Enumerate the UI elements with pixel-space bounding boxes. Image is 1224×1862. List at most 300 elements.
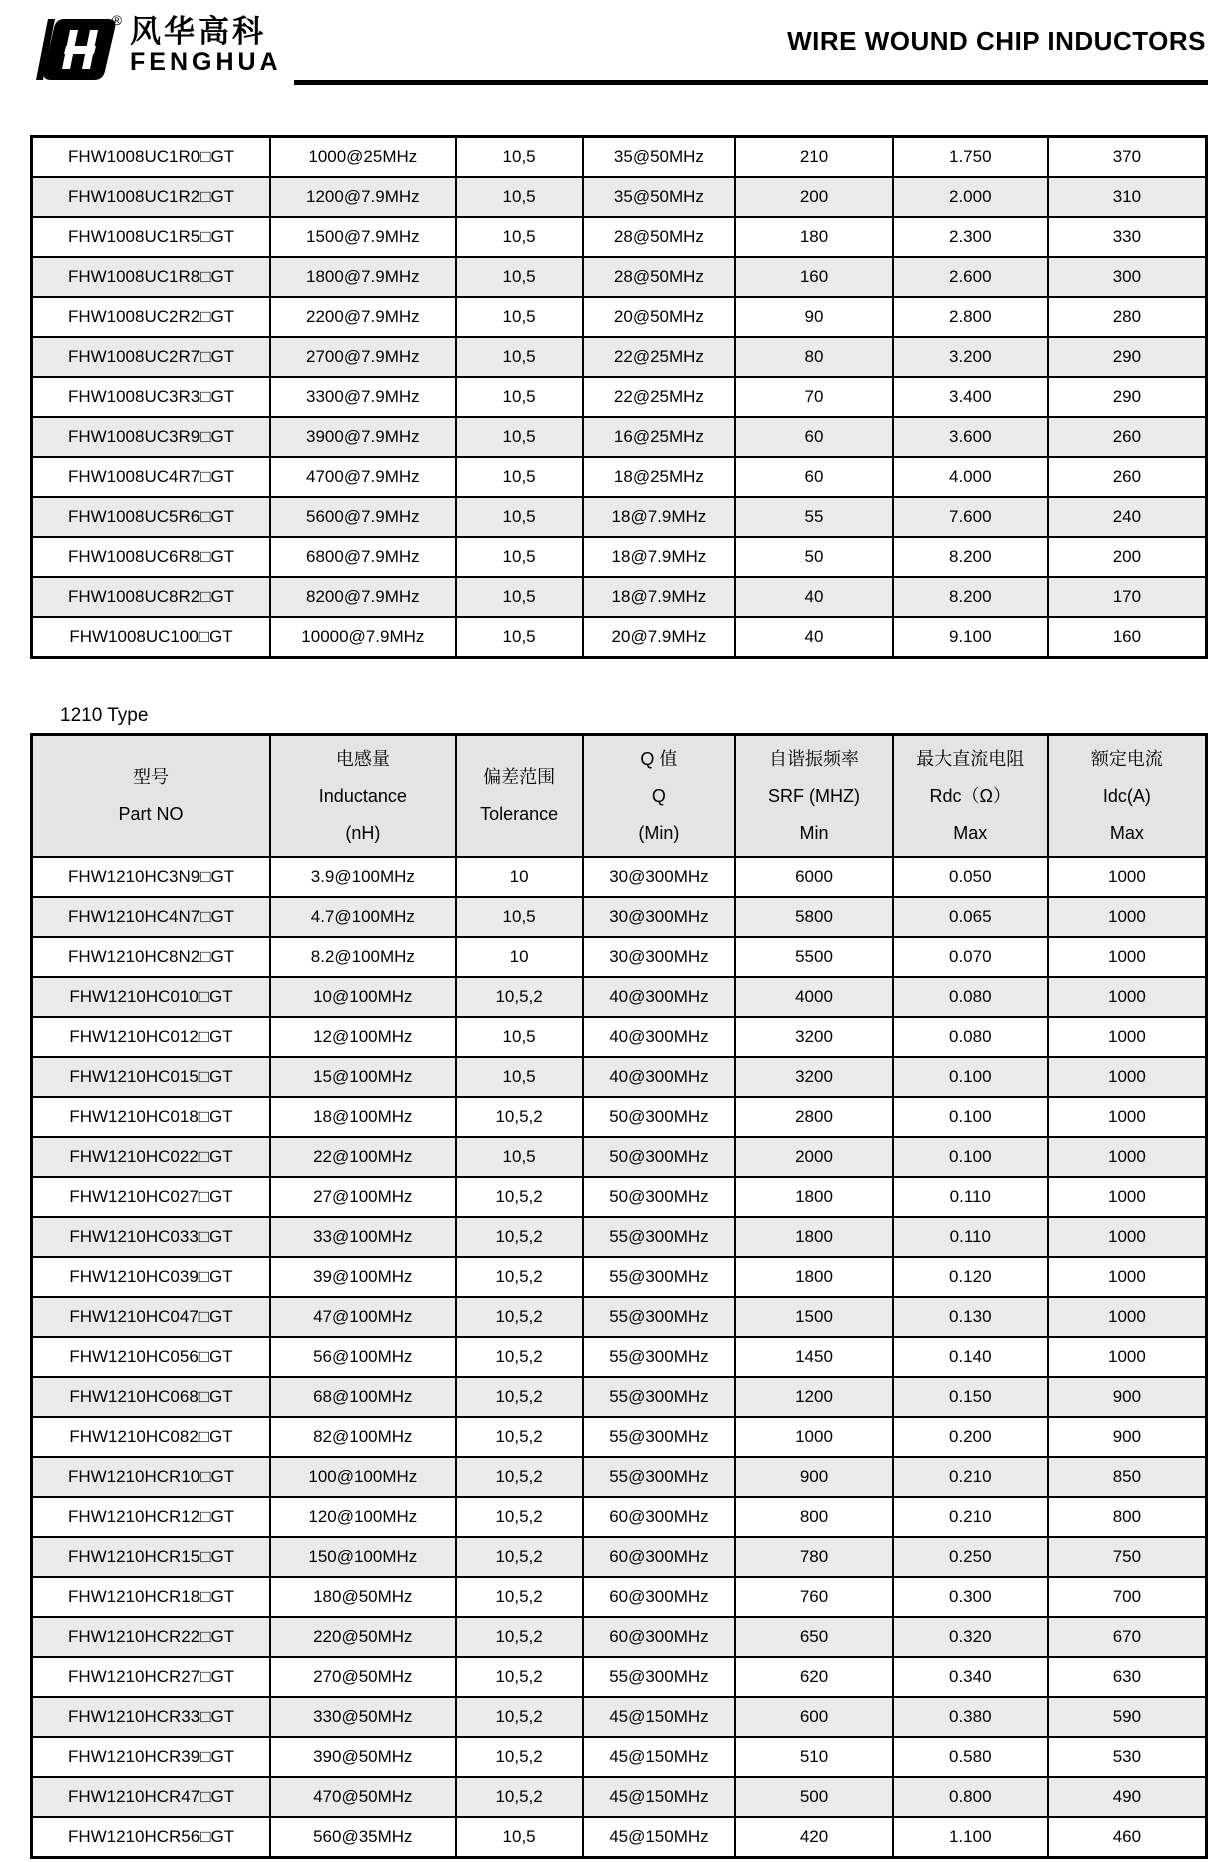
table-cell: 60@300MHz [583,1617,736,1657]
table-cell: FHW1008UC100□GT [32,617,271,658]
table-row [32,1417,1207,1457]
table-cell: FHW1008UC1R5□GT [32,217,271,257]
table-cell: 1.100 [893,1817,1048,1858]
table-cell: 10000@7.9MHz [270,617,456,658]
table-row [32,257,1207,297]
table-cell: 0.140 [893,1337,1048,1377]
table-cell: 45@150MHz [583,1737,736,1777]
table-cell: 3.400 [893,377,1048,417]
table-cell: FHW1008UC3R3□GT [32,377,271,417]
table-cell: 0.065 [893,897,1048,937]
table-row [32,1097,1207,1137]
table-cell: 2800 [735,1097,892,1137]
table-cell: 45@150MHz [583,1697,736,1737]
table-cell: FHW1210HCR56□GT [32,1817,271,1858]
table-cell: 12@100MHz [270,1017,456,1057]
table-cell: 16@25MHz [583,417,736,457]
table-1210-header [32,735,1207,858]
table-row [32,457,1207,497]
table-cell: FHW1210HC082□GT [32,1417,271,1457]
table-cell: 10,5,2 [456,1217,583,1257]
table-cell: 760 [735,1577,892,1617]
table-cell: 750 [1048,1537,1207,1577]
table-cell: 0.120 [893,1257,1048,1297]
table-cell: FHW1008UC1R0□GT [32,137,271,178]
table-cell: 10,5,2 [456,1257,583,1297]
table-cell: FHW1210HC022□GT [32,1137,271,1177]
table-cell: FHW1008UC1R2□GT [32,177,271,217]
table-row [32,617,1207,658]
table-cell: FHW1210HC018□GT [32,1097,271,1137]
column-header-line: Q [651,785,666,806]
table-row [32,897,1207,937]
column-header-line: 自谐振频率 [769,748,860,769]
table-cell: 560@35MHz [270,1817,456,1858]
table-cell: 50@300MHz [583,1137,736,1177]
table-cell: 10,5,2 [456,1297,583,1337]
table-cell: 1000 [1048,1177,1207,1217]
table-cell: 70 [735,377,892,417]
column-header-line: Q 值 [640,748,678,769]
table-cell: 40@300MHz [583,1057,736,1097]
table-cell: FHW1210HC047□GT [32,1297,271,1337]
table-cell: 220@50MHz [270,1617,456,1657]
column-header-line: Inductance [318,785,407,806]
table-cell: 3200 [735,1017,892,1057]
table-cell: 10,5 [456,257,583,297]
table-cell: 200 [1048,537,1207,577]
table-cell: FHW1210HCR15□GT [32,1537,271,1577]
table-cell: 2200@7.9MHz [270,297,456,337]
table-row [32,1377,1207,1417]
column-header [893,735,1048,858]
table-cell: 0.380 [893,1697,1048,1737]
table-cell: 150@100MHz [270,1537,456,1577]
table-cell: 260 [1048,417,1207,457]
table-cell: 10,5 [456,897,583,937]
table-row [32,1817,1207,1858]
column-header-line: (nH) [345,822,381,843]
page-title: WIRE WOUND CHIP INDUCTORS [787,26,1206,56]
table-cell: 1800 [735,1257,892,1297]
table-cell: 1000 [1048,1217,1207,1257]
column-header-line: 型号 [133,767,169,787]
table-cell: 330@50MHz [270,1697,456,1737]
table-cell: 0.100 [893,1137,1048,1177]
table-cell: 310 [1048,177,1207,217]
table-cell: 780 [735,1537,892,1577]
table-cell: 10,5 [456,297,583,337]
table-cell: 2.000 [893,177,1048,217]
table-cell: FHW1210HC3N9□GT [32,857,271,897]
table-cell: 8200@7.9MHz [270,577,456,617]
table-cell: 2700@7.9MHz [270,337,456,377]
table-cell: 3900@7.9MHz [270,417,456,457]
table-cell: 240 [1048,497,1207,537]
table-cell: 10,5,2 [456,1457,583,1497]
table-cell: 40@300MHz [583,1017,736,1057]
column-header-line: Rdc（Ω） [929,785,1012,806]
table-cell: 5500 [735,937,892,977]
table-cell: 10,5 [456,497,583,537]
table-cell: 6800@7.9MHz [270,537,456,577]
table-cell: 60 [735,457,892,497]
table-row [32,857,1207,897]
table-cell: 55@300MHz [583,1377,736,1417]
table-cell: 510 [735,1737,892,1777]
table-cell: FHW1210HCR22□GT [32,1617,271,1657]
table-row [32,297,1207,337]
table-cell: 0.150 [893,1377,1048,1417]
table-cell: 10,5,2 [456,1337,583,1377]
table-cell: 55@300MHz [583,1297,736,1337]
table-cell: 0.210 [893,1457,1048,1497]
table-cell: FHW1210HC033□GT [32,1217,271,1257]
table-cell: 10,5 [456,1017,583,1057]
table-cell: 1000 [1048,1097,1207,1137]
table-cell: 500 [735,1777,892,1817]
table-cell: 330 [1048,217,1207,257]
table-cell: 4000 [735,977,892,1017]
table-cell: 55@300MHz [583,1257,736,1297]
table-cell: 1500@7.9MHz [270,217,456,257]
table-cell: 900 [1048,1377,1207,1417]
table-cell: 28@50MHz [583,217,736,257]
table-row [32,1657,1207,1697]
table-cell: 630 [1048,1657,1207,1697]
table-cell: 0.080 [893,1017,1048,1057]
table-cell: 10,5,2 [456,1177,583,1217]
table-cell: 30@300MHz [583,937,736,977]
table-1008-specs [30,135,1208,659]
column-header-line: 电感量 [335,748,390,769]
table-cell: 590 [1048,1697,1207,1737]
table-row [32,417,1207,457]
table-cell: 460 [1048,1817,1207,1858]
table-cell: 800 [735,1497,892,1537]
table-cell: 390@50MHz [270,1737,456,1777]
table-row [32,1217,1207,1257]
table-row [32,337,1207,377]
table-cell: 1800 [735,1217,892,1257]
table-cell: 3.600 [893,417,1048,457]
table-cell: 55@300MHz [583,1337,736,1377]
table-cell: 700 [1048,1577,1207,1617]
column-header [32,735,271,858]
table-cell: 0.340 [893,1657,1048,1697]
table-cell: 200 [735,177,892,217]
table-cell: 900 [1048,1417,1207,1457]
column-header-line: 额定电流 [1090,748,1163,769]
table-cell: 900 [735,1457,892,1497]
table-cell: 6000 [735,857,892,897]
table-row [32,177,1207,217]
table-row [32,1257,1207,1297]
table-cell: 180@50MHz [270,1577,456,1617]
table-row [32,577,1207,617]
table-cell: 120@100MHz [270,1497,456,1537]
logo-english-name: FENGHUA [130,48,282,76]
table-cell: 20@50MHz [583,297,736,337]
table-row [32,977,1207,1017]
table-cell: 0.800 [893,1777,1048,1817]
fenghua-logo [28,14,282,86]
table-cell: 15@100MHz [270,1057,456,1097]
table-cell: 55 [735,497,892,537]
table-cell: 39@100MHz [270,1257,456,1297]
table-row [32,1737,1207,1777]
table-cell: 0.200 [893,1417,1048,1457]
table-cell: 0.210 [893,1497,1048,1537]
table-cell: 300 [1048,257,1207,297]
table-cell: 20@7.9MHz [583,617,736,658]
table-cell: 1000 [1048,1017,1207,1057]
table-cell: 1000 [1048,977,1207,1017]
table-cell: FHW1210HC039□GT [32,1257,271,1297]
table-cell: 8.200 [893,537,1048,577]
table-cell: 0.080 [893,977,1048,1017]
table-cell: FHW1210HCR39□GT [32,1737,271,1777]
table-cell: 40 [735,617,892,658]
table-cell: 1450 [735,1337,892,1377]
table-cell: 10,5 [456,537,583,577]
table-cell: FHW1008UC8R2□GT [32,577,271,617]
table-cell: 370 [1048,137,1207,178]
table-cell: 2.300 [893,217,1048,257]
logo-chinese-name: 风华高科 [130,14,266,49]
table-cell: 280 [1048,297,1207,337]
table-cell: 10,5,2 [456,1617,583,1657]
table-cell: 270@50MHz [270,1657,456,1697]
table-cell: 10 [456,857,583,897]
table-cell: 160 [1048,617,1207,658]
table-cell: 800 [1048,1497,1207,1537]
table-cell: 10,5 [456,377,583,417]
table-cell: FHW1008UC6R8□GT [32,537,271,577]
table-cell: 1000 [1048,1297,1207,1337]
table-cell: 620 [735,1657,892,1697]
table-cell: 2.600 [893,257,1048,297]
table-cell: 55@300MHz [583,1657,736,1697]
table-row [32,537,1207,577]
table-cell: 1000 [1048,1137,1207,1177]
table-cell: 0.130 [893,1297,1048,1337]
column-header [456,735,583,858]
table-cell: 45@150MHz [583,1817,736,1858]
table-cell: 470@50MHz [270,1777,456,1817]
table-cell: 850 [1048,1457,1207,1497]
table-cell: 10@100MHz [270,977,456,1017]
table-row [32,1577,1207,1617]
table-cell: 3200 [735,1057,892,1097]
table-row [32,1337,1207,1377]
table-cell: 1000 [1048,1057,1207,1097]
table-cell: FHW1210HC027□GT [32,1177,271,1217]
table-row [32,1177,1207,1217]
table-1210-specs [30,733,1208,1859]
table-cell: 3.200 [893,337,1048,377]
table-row [32,497,1207,537]
column-header-line: 最大直流电阻 [916,748,1025,769]
table-cell: FHW1210HC010□GT [32,977,271,1017]
section-label-1210-type: 1210 Type [60,705,149,726]
table-cell: 60 [735,417,892,457]
table-cell: 10,5 [456,1057,583,1097]
table-row [32,1057,1207,1097]
table-cell: 210 [735,137,892,178]
table-cell: 10,5 [456,177,583,217]
registered-mark: ® [111,12,122,28]
table-cell: 55@300MHz [583,1417,736,1457]
table-cell: 1000 [1048,1337,1207,1377]
table-cell: FHW1210HCR10□GT [32,1457,271,1497]
table-cell: FHW1008UC5R6□GT [32,497,271,537]
table-cell: FHW1210HC4N7□GT [32,897,271,937]
table-cell: 10 [456,937,583,977]
column-header-line: Tolerance [480,804,559,824]
table-cell: 0.250 [893,1537,1048,1577]
table-cell: FHW1008UC2R7□GT [32,337,271,377]
table-cell: 10,5,2 [456,1577,583,1617]
table-cell: 18@7.9MHz [583,497,736,537]
table-cell: 1000 [1048,857,1207,897]
table-row [32,217,1207,257]
table-cell: 45@150MHz [583,1777,736,1817]
table-cell: 1000@25MHz [270,137,456,178]
table-cell: 22@25MHz [583,377,736,417]
column-header-line: 偏差范围 [483,767,556,787]
table-cell: 4700@7.9MHz [270,457,456,497]
table-cell: 290 [1048,337,1207,377]
table-cell: 10,5,2 [456,1777,583,1817]
table-cell: 1200@7.9MHz [270,177,456,217]
table-cell: 10,5,2 [456,1657,583,1697]
table-cell: 55@300MHz [583,1457,736,1497]
table-cell: 1000 [1048,897,1207,937]
table-cell: 27@100MHz [270,1177,456,1217]
table-cell: 35@50MHz [583,177,736,217]
column-header-line: Min [799,822,829,843]
table-cell: 10,5 [456,1817,583,1858]
table-cell: 10,5 [456,217,583,257]
table-cell: 290 [1048,377,1207,417]
column-header-line: Max [1109,822,1144,843]
table-cell: 7.600 [893,497,1048,537]
table-cell: 3300@7.9MHz [270,377,456,417]
column-header-line: Idc(A) [1102,785,1151,806]
header-rule [294,80,1208,85]
table-cell: 10,5,2 [456,1737,583,1777]
table-cell: 1800 [735,1177,892,1217]
table-cell: 0.580 [893,1737,1048,1777]
table-row [32,1457,1207,1497]
table-cell: 180 [735,217,892,257]
table-cell: 10,5,2 [456,977,583,1017]
table-cell: FHW1008UC2R2□GT [32,297,271,337]
table-cell: 56@100MHz [270,1337,456,1377]
table-cell: 0.300 [893,1577,1048,1617]
table-cell: 35@50MHz [583,137,736,178]
table-cell: 47@100MHz [270,1297,456,1337]
table-cell: 0.320 [893,1617,1048,1657]
table-cell: FHW1210HC012□GT [32,1017,271,1057]
table-cell: 10,5 [456,417,583,457]
table-cell: 10,5 [456,337,583,377]
table-cell: 0.110 [893,1177,1048,1217]
table-cell: 68@100MHz [270,1377,456,1417]
table-row [32,1697,1207,1737]
table-cell: 10,5 [456,577,583,617]
column-header-line: SRF (MHZ) [768,785,860,806]
table-cell: 10,5 [456,137,583,178]
table-cell: 4.7@100MHz [270,897,456,937]
table-cell: 1000 [1048,937,1207,977]
table-cell: 90 [735,297,892,337]
table-cell: 420 [735,1817,892,1858]
table-row [32,937,1207,977]
table-cell: 8.200 [893,577,1048,617]
table-cell: 530 [1048,1737,1207,1777]
table-cell: 10,5 [456,1137,583,1177]
table-cell: 0.070 [893,937,1048,977]
table-cell: 8.2@100MHz [270,937,456,977]
table-cell: 2.800 [893,297,1048,337]
table-cell: 1200 [735,1377,892,1417]
table-cell: 40 [735,577,892,617]
table-cell: 650 [735,1617,892,1657]
table-cell: 55@300MHz [583,1217,736,1257]
table-cell: 60@300MHz [583,1537,736,1577]
table-cell: 670 [1048,1617,1207,1657]
table-cell: 1800@7.9MHz [270,257,456,297]
column-header [735,735,892,858]
table-cell: 600 [735,1697,892,1737]
table-row [32,1497,1207,1537]
table-cell: 9.100 [893,617,1048,658]
table-cell: FHW1210HCR47□GT [32,1777,271,1817]
table-row [32,1777,1207,1817]
column-header [270,735,456,858]
table-cell: 28@50MHz [583,257,736,297]
table-cell: 0.100 [893,1057,1048,1097]
table-cell: 18@7.9MHz [583,577,736,617]
table-cell: 10,5 [456,457,583,497]
table-cell: 30@300MHz [583,897,736,937]
table-cell: 18@100MHz [270,1097,456,1137]
table-cell: 60@300MHz [583,1497,736,1537]
table-cell: 30@300MHz [583,857,736,897]
table-row [32,1137,1207,1177]
table-cell: 10,5,2 [456,1537,583,1577]
page-header [0,0,1224,98]
table-row [32,1617,1207,1657]
table-cell: 100@100MHz [270,1457,456,1497]
table-cell: 4.000 [893,457,1048,497]
table-cell: 82@100MHz [270,1417,456,1457]
table-cell: 10,5,2 [456,1097,583,1137]
table-cell: 10,5,2 [456,1377,583,1417]
table-cell: FHW1210HCR12□GT [32,1497,271,1537]
column-header [1048,735,1207,858]
column-header-line: Part NO [118,804,184,824]
table-cell: FHW1210HC068□GT [32,1377,271,1417]
column-header [583,735,736,858]
table-cell: 1.750 [893,137,1048,178]
table-cell: 5800 [735,897,892,937]
table-cell: 10,5,2 [456,1417,583,1457]
table-row [32,1017,1207,1057]
table-cell: 10,5,2 [456,1697,583,1737]
